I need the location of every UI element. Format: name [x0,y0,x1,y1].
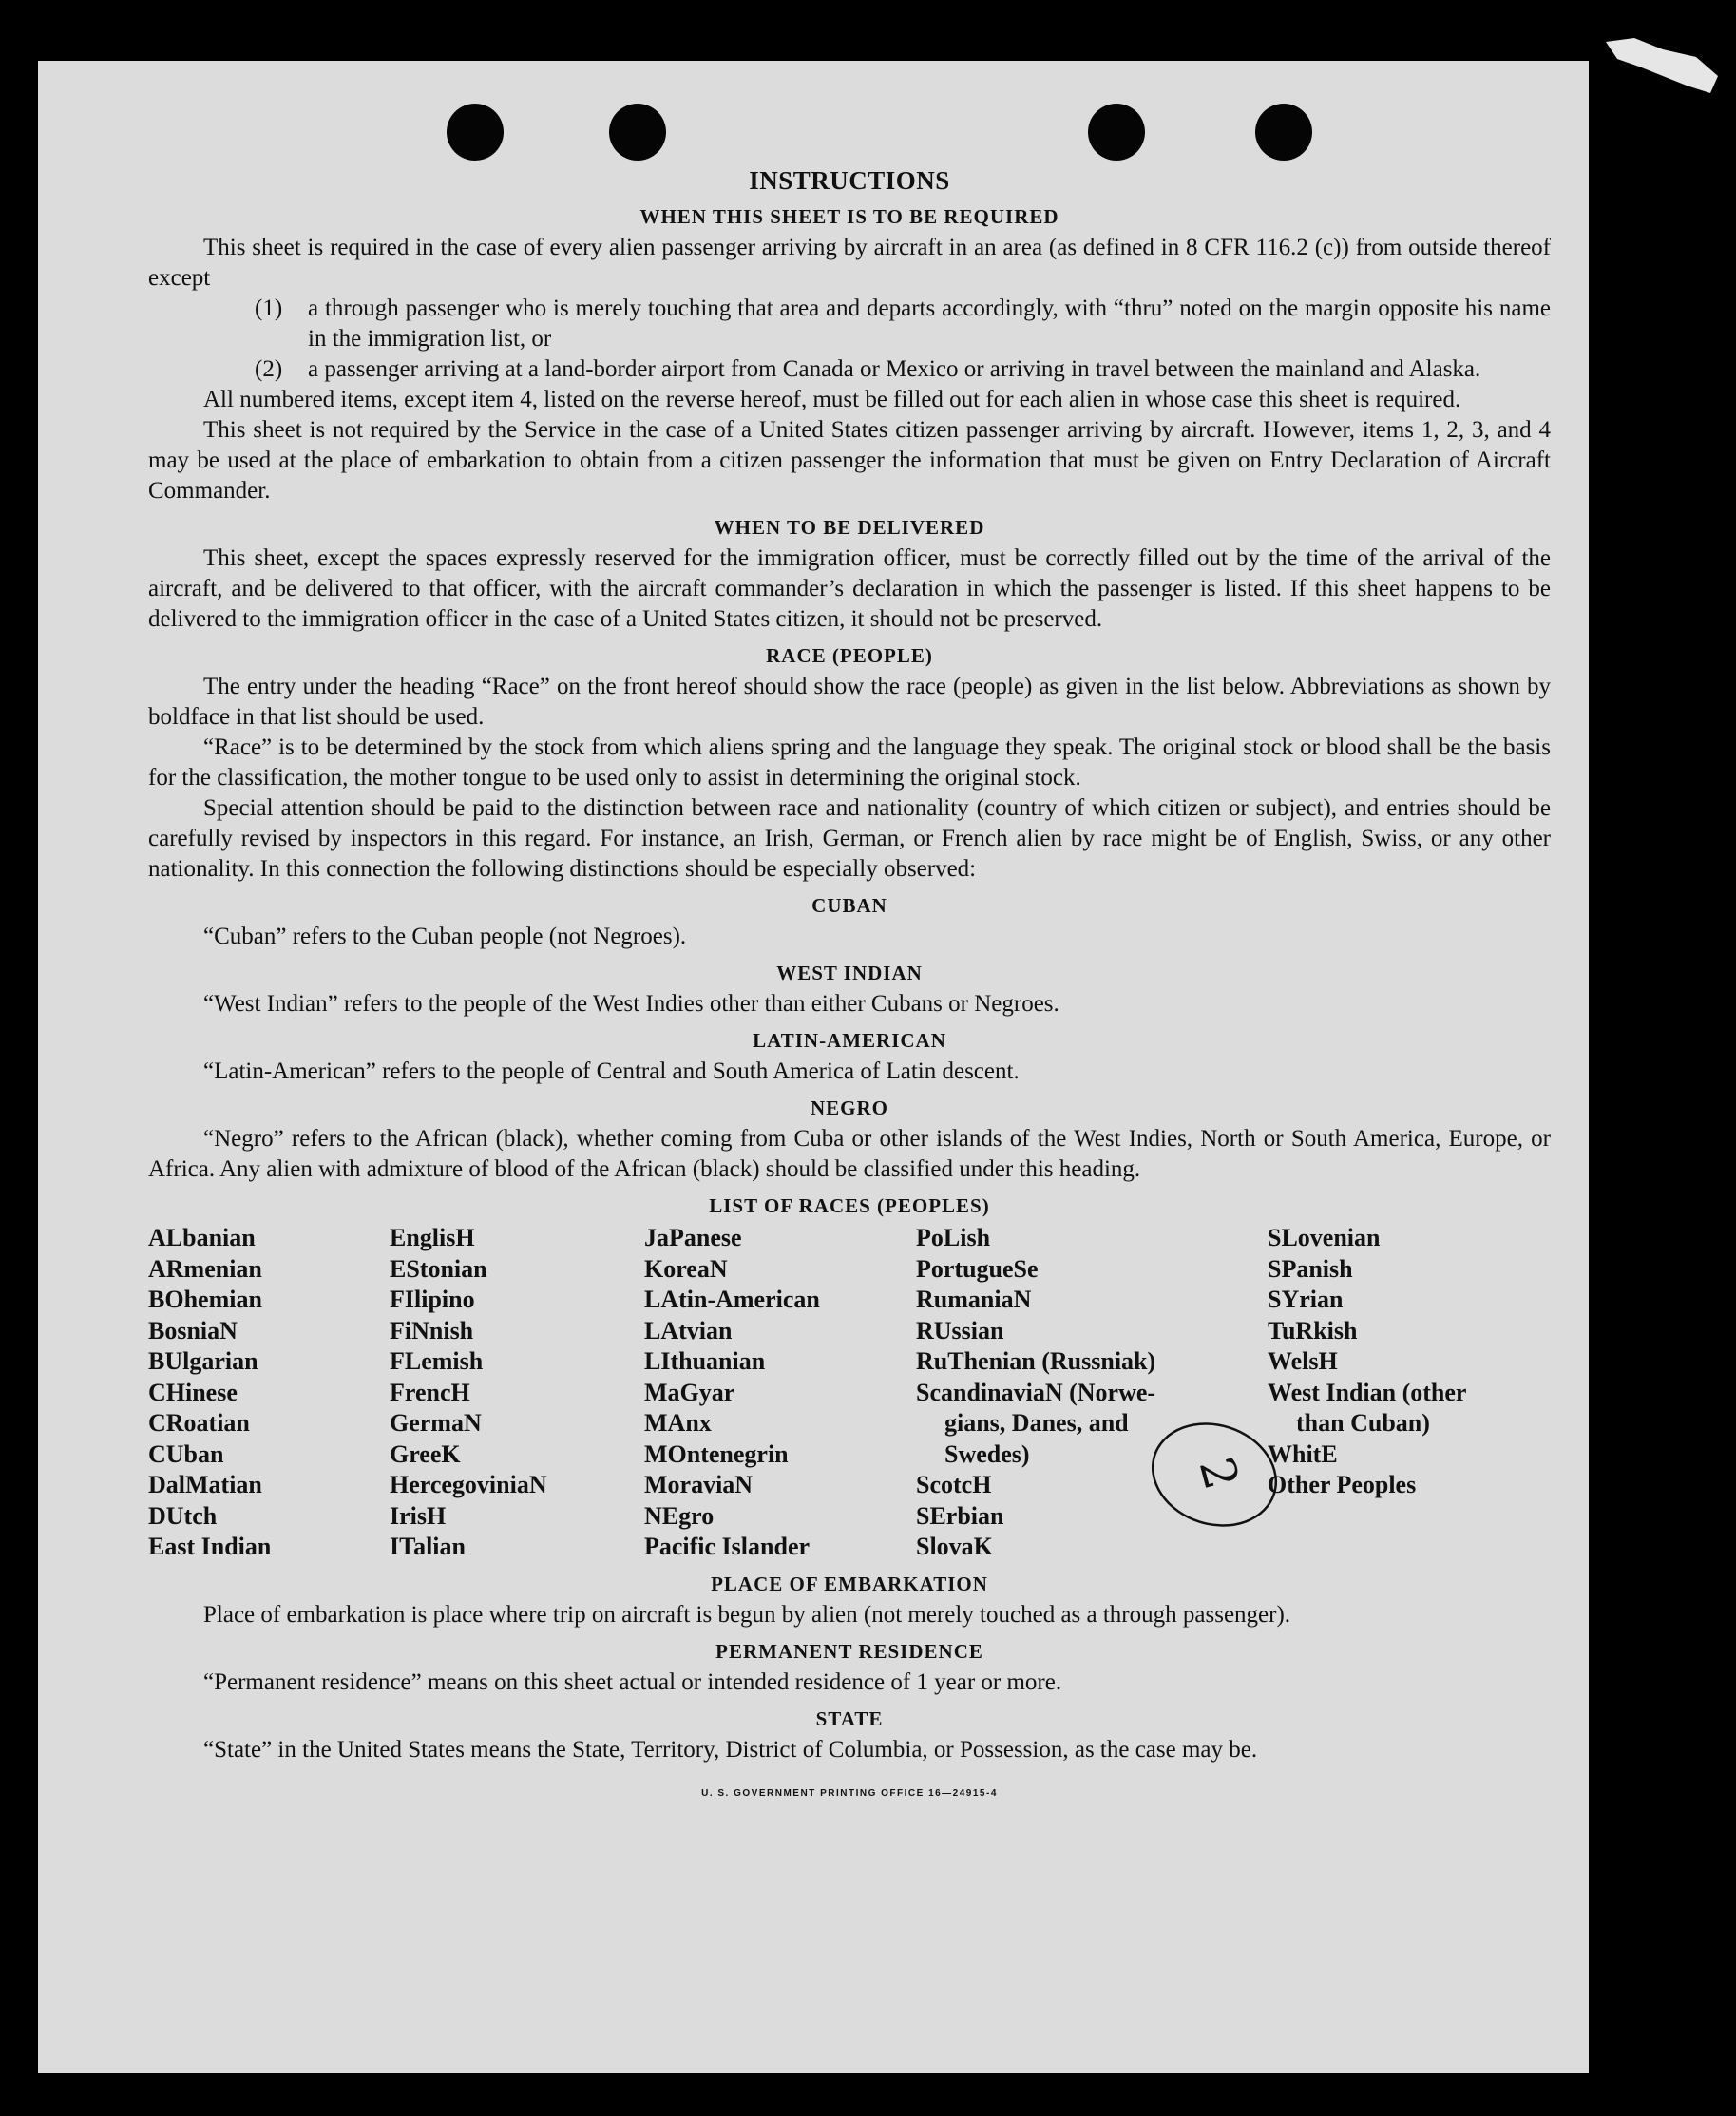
race-entry: KoreaN [644,1254,728,1283]
races-column-4 [916,1223,1268,1563]
race-entry: DalMatian [148,1471,262,1498]
section-heading-residence: PERMANENT RESIDENCE [715,1639,983,1663]
race-entry: SErbian [916,1501,1004,1530]
punch-hole [609,104,666,161]
definition-text: “Latin-American” refers to the people of Central and South America of Latin descent. [203,1058,1020,1084]
section-heading-embarkation: PLACE OF EMBARKATION [711,1572,988,1595]
section-heading-state: STATE [815,1706,884,1730]
section-heading-latin-american: LATIN-AMERICAN [753,1029,946,1052]
section-heading-delivered: WHEN TO BE DELIVERED [714,516,985,539]
races-column-5 [1268,1223,1551,1563]
race-entry: Pacific Islander [644,1533,811,1560]
punch-hole [1255,104,1312,161]
item-number: (1) [255,295,283,321]
race-entry: ARmenian [148,1254,262,1283]
race-entry: BosniaN [148,1316,238,1344]
race-entry: NEgro [644,1501,715,1530]
race-entry: LAtin-American [644,1286,820,1313]
race-entry: WhitE [1268,1439,1338,1468]
race-entry: PortugueSe [916,1254,1039,1283]
race-entry: CRoatian [148,1409,250,1437]
race-entry: SYrian [1268,1286,1344,1313]
section-heading-cuban: CUBAN [811,894,887,917]
race-entry: RUssian [916,1316,1004,1344]
section-heading-negro: NEGRO [810,1096,888,1119]
race-entry: CUban [148,1439,224,1468]
race-entry: BUlgarian [148,1347,258,1375]
race-entry: MOntenegrin [644,1439,789,1468]
list-item [148,354,1551,385]
race-entry: MaGyar [644,1378,735,1406]
torn-paper-scrap [1606,38,1720,95]
paragraph: All numbered items, except item 4, listed on the reverse hereof, must be filled out for each alien in whose case this sheet is required. [203,387,1461,412]
race-entry: East Indian [148,1533,272,1560]
section-heading-required: WHEN THIS SHEET IS TO BE REQUIRED [639,205,1059,228]
race-entry: WelsH [1268,1347,1338,1375]
race-entry: LAtvian [644,1316,733,1344]
race-entry: EStonian [390,1254,487,1283]
race-entry: CHinese [148,1378,238,1406]
race-entry: GermaN [390,1409,482,1437]
paragraph: The entry under the heading “Race” on the front hereof should show the race (people) as given in the list below. Abbreviations as shown by boldface in that list should be used. [148,674,1551,730]
instructions-content [148,165,1551,1809]
race-entry: FiNnish [390,1316,474,1344]
race-entry: West Indian (other [1268,1378,1467,1406]
race-entry: FLemish [390,1347,484,1375]
race-entry: gians, Danes, and [944,1409,1129,1437]
stamp-mark: 2 [1188,1451,1250,1496]
item-text: a through passenger who is merely touching that area and departs accordingly, with “thru” noted on the margin opposite his name in the immigration list, or [308,295,1551,352]
race-entry: GreeK [390,1439,461,1468]
race-entry: IrisH [390,1501,447,1530]
race-entry: MAnx [644,1409,712,1437]
race-entry: TuRkish [1268,1316,1358,1344]
race-entry: SlovaK [916,1533,993,1560]
race-entry: Other Peoples [1268,1471,1417,1498]
race-entry: ALbanian [148,1224,256,1251]
document-page [38,61,1589,2073]
race-entry: SPanish [1268,1254,1353,1283]
race-entry: LIthuanian [644,1347,766,1375]
item-text: a passenger arriving at a land-border airport from Canada or Mexico or arriving in travel between the mainland and Alaska. [308,356,1481,382]
race-entry: MoraviaN [644,1471,754,1498]
paragraph: This sheet, except the spaces expressly reserved for the immigration officer, must be correctly filled out by the time of the arrival of the aircraft, and be delivered to that officer, with the aircraft commander’s declaration in which the passenger is listed. If this sheet happens to be delivered to the immigration officer in the case of a United States citizen, it should not be preserved. [148,545,1551,632]
race-entry: RumaniaN [916,1286,1032,1313]
race-entry: RuThenian (Russniak) [916,1347,1156,1375]
race-entry: DUtch [148,1501,218,1530]
race-entry: BOhemian [148,1286,262,1313]
paragraph: “State” in the United States means the State, Territory, District of Columbia, or Possession, as the case may be. [203,1736,1258,1763]
page-title: INSTRUCTIONS [749,166,950,195]
section-heading-races-list: LIST OF RACES (PEOPLES) [709,1194,990,1217]
race-entry: ScotcH [916,1471,992,1498]
definition-text: “Cuban” refers to the Cuban people (not Negroes). [203,924,687,949]
punch-hole [1088,104,1145,161]
race-entry: FrencH [390,1378,470,1406]
paragraph: “Race” is to be determined by the stock from which aliens spring and the language they speak. The original stock or blood shall be the basis for the classification, the mother tongue to be used only to assist in determining the original stock. [148,734,1551,791]
printer-imprint: U. S. GOVERNMENT PRINTING OFFICE 16—24915-4 [701,1787,998,1799]
punch-hole [447,104,504,161]
paragraph: Place of embarkation is place where trip on aircraft is begun by alien (not merely touched as a through passenger). [203,1601,1291,1628]
race-entry: EnglisH [390,1224,475,1251]
race-entry: ITalian [390,1533,466,1560]
paragraph: “Negro” refers to the African (black), whether coming from Cuba or other islands of the West Indies, North or South America, Europe, or Africa. Any alien with admixture of blood of the African (black) should be classified under this heading. [148,1126,1551,1182]
race-entry: PoLish [916,1224,991,1251]
race-entry: HercegoviniaN [390,1471,547,1498]
section-heading-west-indian: WEST INDIAN [776,962,923,984]
race-entry: than Cuban) [1296,1409,1430,1437]
race-entry: JaPanese [644,1224,742,1251]
race-entry: SLovenian [1268,1224,1381,1251]
race-entry: FIlipino [390,1286,475,1313]
races-list [148,1223,1551,1563]
section-heading-race: RACE (PEOPLE) [766,644,933,667]
paragraph: Special attention should be paid to the distinction between race and nationality (country of which citizen or subject), and entries should be carefully revised by inspectors in this regard. For instance, an Irish, German, or French alien by race might be of English, Swiss, or any other nationality. In this connection the following distinctions should be especially observed: [148,795,1551,882]
races-column-3 [644,1223,916,1563]
race-entry: ScandinaviaN (Norwe- [916,1378,1156,1406]
paragraph: This sheet is required in the case of every alien passenger arriving by aircraft in an area (as defined in 8 CFR 116.2 (c)) from outside thereof except [148,235,1551,291]
list-item [148,294,1551,354]
item-number: (2) [255,356,283,382]
races-column-1 [148,1223,390,1563]
race-entry: Swedes) [944,1439,1030,1468]
definition-text: “Permanent residence” means on this sheet actual or intended residence of 1 year or more. [203,1668,1062,1695]
paragraph: This sheet is not required by the Service in the case of a United States citizen passenger arriving by aircraft. However, items 1, 2, 3, and 4 may be used at the place of embarkation to obtain from a citizen passenger the information that must be given on Entry Declaration of Aircraft Commander. [148,417,1551,504]
definition-text: “West Indian” refers to the people of the West Indies other than either Cubans or Negroes. [203,991,1059,1017]
races-column-2 [390,1223,644,1563]
